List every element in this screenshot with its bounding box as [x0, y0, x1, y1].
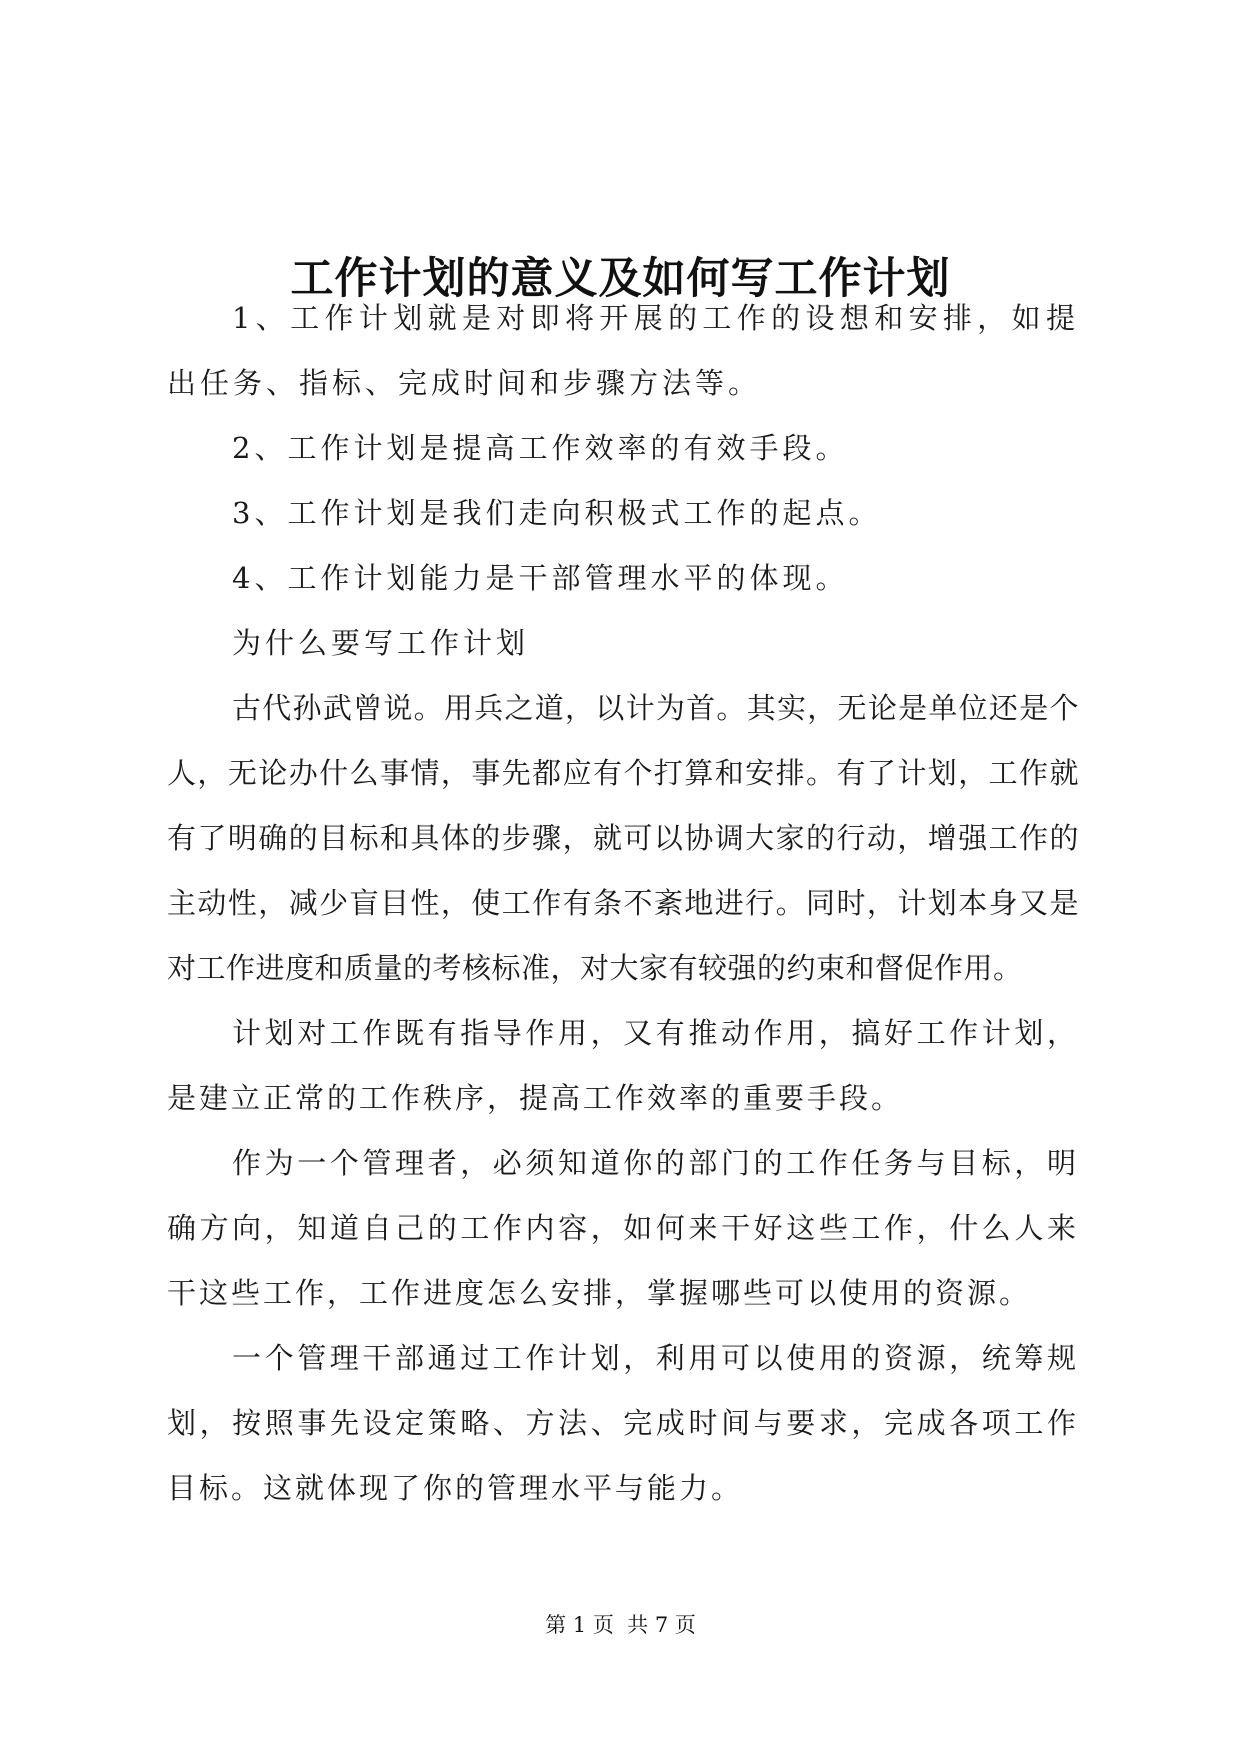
page-number-footer: 第 1 页 共 7 页 [545, 1613, 696, 1637]
body-paragraph: 一个管理干部通过工作计划，利用可以使用的资源，统筹规划，按照事先设定策略、方法、完成时间与要求，完成各项工作目标。这就体现了你的管理水平与能力。 [167, 1341, 1079, 1505]
document-title: 工作计划的意义及如何写工作计划 [290, 253, 951, 304]
list-item: 3、工作计划是我们走向积极式工作的起点。 [232, 496, 882, 530]
list-item: 1、工作计划就是对即将开展的工作的设想和安排，如提出任务、指标、完成时间和步骤方法等。 [167, 301, 1079, 400]
list-item: 4、工作计划能力是干部管理水平的体现。 [232, 561, 849, 595]
body-paragraph: 计划对工作既有指导作用，又有推动作用，搞好工作计划，是建立正常的工作秩序，提高工作效率的重要手段。 [167, 1016, 1079, 1115]
document-body [167, 286, 1079, 1521]
list-item: 2、工作计划是提高工作效率的有效手段。 [232, 431, 849, 465]
section-heading: 为什么要写工作计划 [232, 626, 530, 660]
body-paragraph: 古代孙武曾说。用兵之道，以计为首。其实，无论是单位还是个人，无论办什么事情，事先都应有个打算和安排。有了计划，工作就有了明确的目标和具体的步骤，就可以协调大家的行动，增强工作的主动性，减少盲目性，使工作有条不紊地进行。同时，计划本身又是对工作进度和质量的考核标准，对大家有较强的约束和督促作用。 [167, 691, 1079, 985]
body-paragraph: 作为一个管理者，必须知道你的部门的工作任务与目标，明确方向，知道自己的工作内容，如何来干好这些工作，什么人来干这些工作，工作进度怎么安排，掌握哪些可以使用的资源。 [167, 1146, 1079, 1310]
